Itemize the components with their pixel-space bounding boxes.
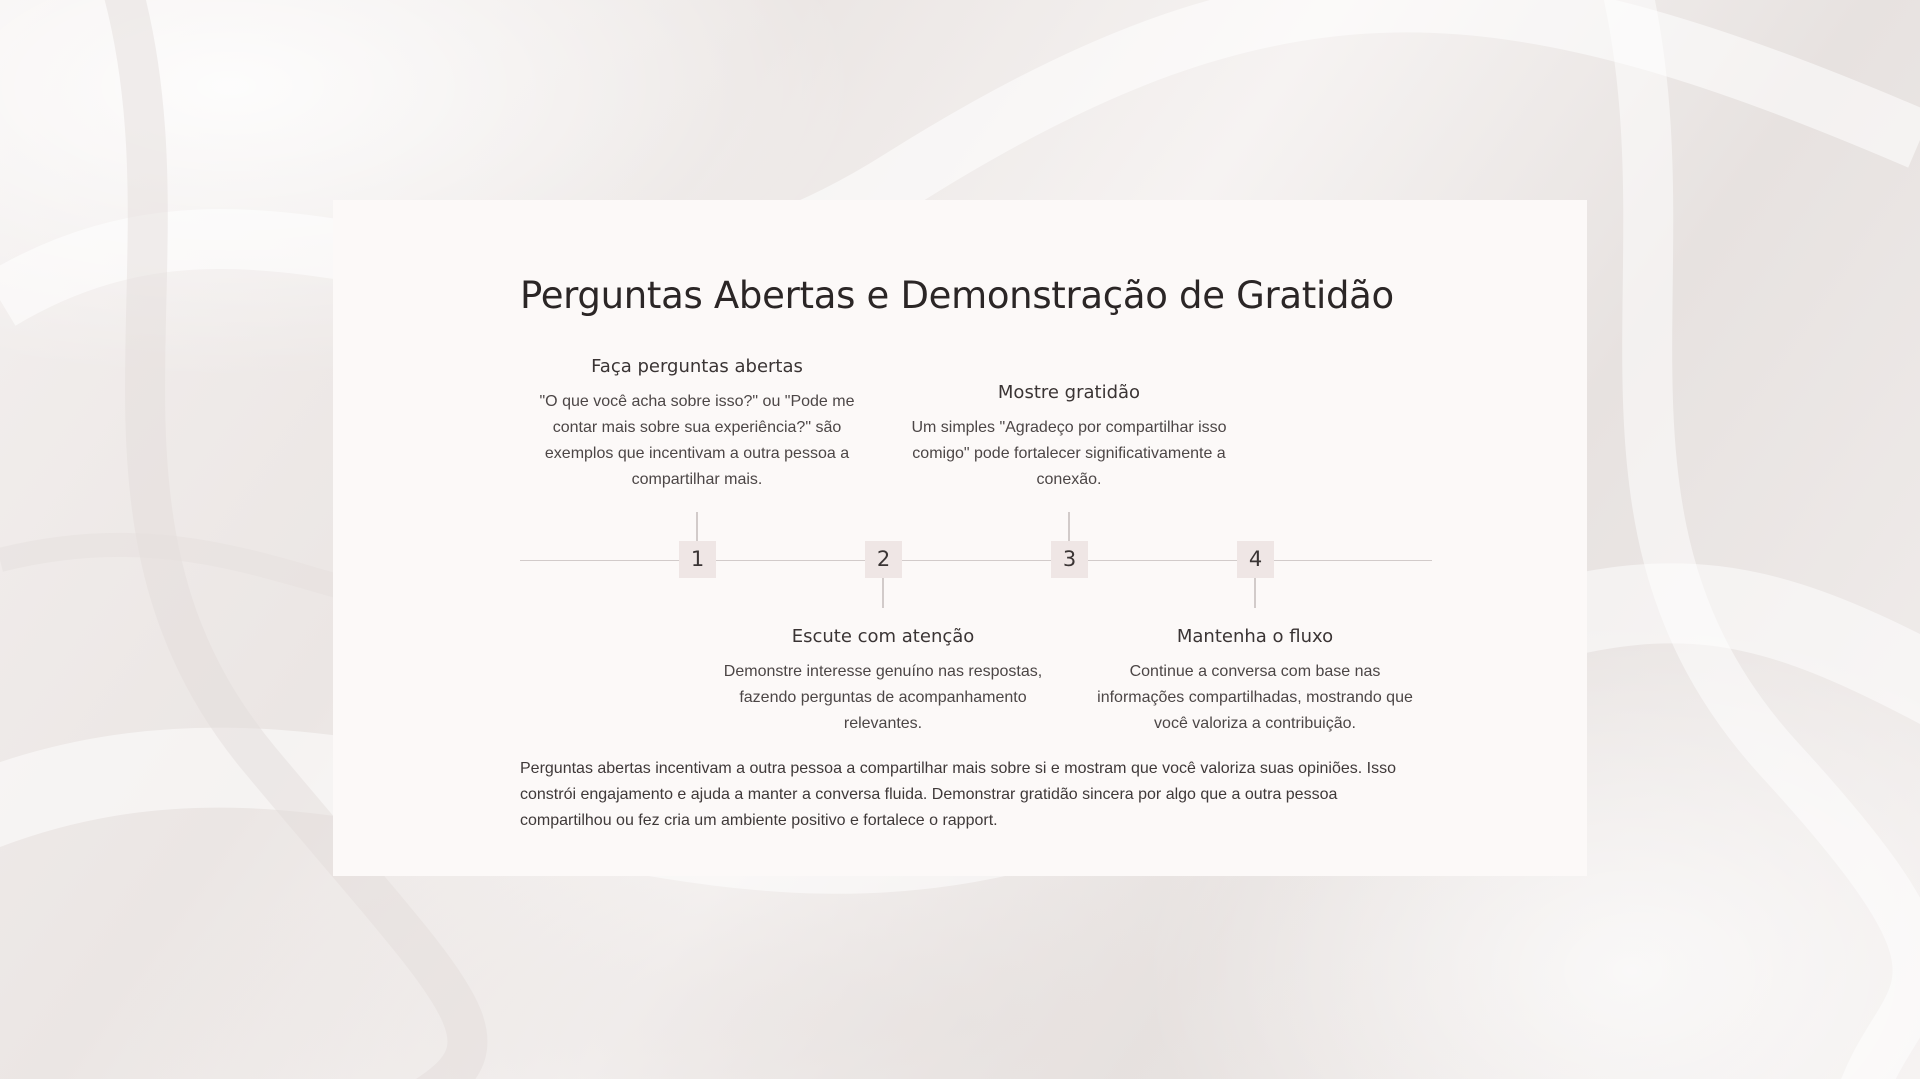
page-title: Perguntas Abertas e Demonstração de Gratidão — [520, 274, 1394, 317]
timeline-connector — [696, 512, 698, 542]
step-description: Demonstre interesse genuíno nas respostas, fazendo perguntas de acompanhamento relevantes. — [723, 663, 1043, 732]
timeline-step-4 — [1090, 626, 1420, 737]
timeline-step-2 — [718, 626, 1048, 737]
timeline-marker-1: 1 — [679, 541, 716, 578]
timeline-line — [520, 560, 1432, 561]
timeline-connector — [1068, 512, 1070, 542]
step-description: "O que você acha sobre isso?" ou "Pode me contar mais sobre sua experiência?" são exemplos que incentivam a outra pessoa a compartilhar mais. — [539, 393, 855, 488]
timeline-step-1 — [532, 356, 862, 493]
timeline-connector — [1254, 578, 1256, 608]
timeline-step-3 — [904, 382, 1234, 493]
step-heading: Mostre gratidão — [997, 382, 1141, 403]
step-description: Continue a conversa com base nas informações compartilhadas, mostrando que você valoriza a contribuição. — [1097, 663, 1413, 732]
step-heading: Faça perguntas abertas — [591, 356, 803, 377]
summary-paragraph: Perguntas abertas incentivam a outra pessoa a compartilhar mais sobre si e mostram que você valoriza suas opiniões. Isso constrói engajamento e ajuda a manter a conversa fluida. Demonstrar gratidão sincera por algo que a outra pessoa compartilhou ou fez cria um ambiente positivo e fortalece o rapport. — [520, 760, 1396, 829]
step-heading: Mantenha o fluxo — [1176, 626, 1334, 647]
step-description: Um simples "Agradeço por compartilhar isso comigo" pode fortalecer significativamente a conexão. — [911, 419, 1227, 488]
timeline-marker-4: 4 — [1237, 541, 1274, 578]
timeline-marker-2: 2 — [865, 541, 902, 578]
step-heading: Escute com atenção — [791, 626, 975, 647]
timeline-connector — [882, 578, 884, 608]
timeline-marker-3: 3 — [1051, 541, 1088, 578]
